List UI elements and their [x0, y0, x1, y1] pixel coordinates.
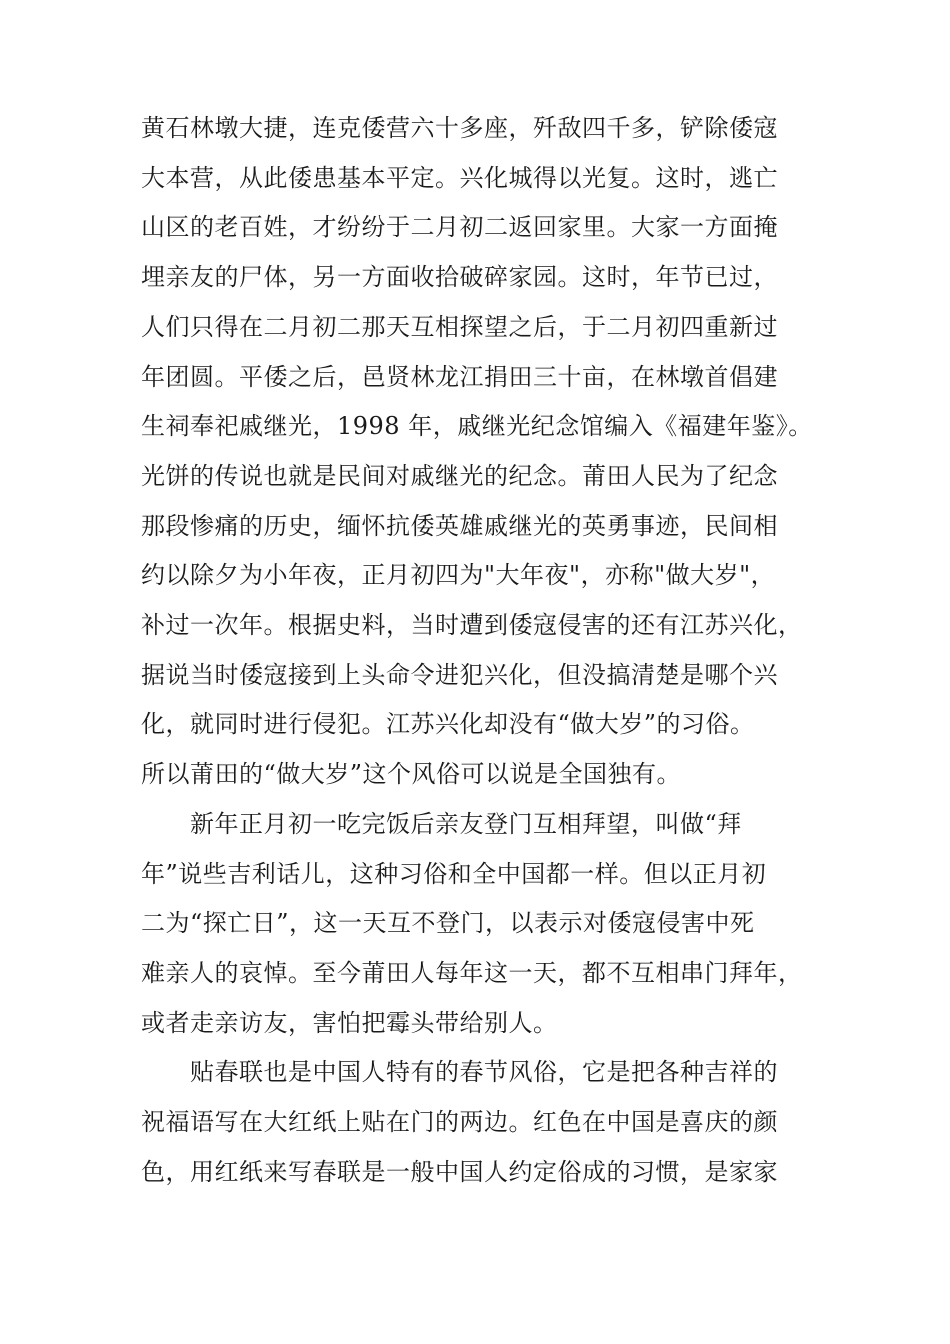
text-line: 二为“探亡日”，这一天互不登门，以表示对倭寇侵害中死: [141, 909, 755, 937]
text-line: 生祠奉祀戚继光，1998 年，戚继光纪念馆编入《福建年鉴》。: [141, 412, 813, 440]
text-line: 年团圆。平倭之后，邑贤林龙江捐田三十亩，在林墩首倡建: [141, 363, 778, 391]
text-line: 难亲人的哀悼。至今莆田人每年这一天，都不互相串门拜年，: [141, 959, 803, 987]
text-line: 补过一次年。根据史料，当时遭到倭寇侵害的还有江苏兴化，: [141, 611, 803, 639]
text-line: 祝福语写在大红纸上贴在门的两边。红色在中国是喜庆的颜: [141, 1108, 778, 1136]
text-line: 据说当时倭寇接到上头命令进犯兴化，但没搞清楚是哪个兴: [141, 661, 778, 689]
text-line: 那段惨痛的历史，缅怀抗倭英雄戚继光的英勇事迹，民间相: [141, 512, 778, 540]
text-line: 或者走亲访友，害怕把霉头带给别人。: [141, 1009, 558, 1037]
text-line: 人们只得在二月初二那天互相探望之后，于二月初四重新过: [141, 313, 778, 341]
paragraph-first-line: 贴春联也是中国人特有的春节风俗，它是把各种吉祥的: [190, 1058, 778, 1086]
text-line: 山区的老百姓，才纷纷于二月初二返回家里。大家一方面掩: [141, 213, 778, 241]
text-line: 所以莆田的“做大岁”这个风俗可以说是全国独有。: [141, 760, 682, 788]
text-line: 黄石林墩大捷，连克倭营六十多座，歼敌四千多，铲除倭寇: [141, 114, 778, 142]
paragraph-first-line: 新年正月初一吃完饭后亲友登门互相拜望，叫做“拜: [190, 810, 742, 838]
text-line: 约以除夕为小年夜，正月初四为"大年夜"，亦称"做大岁"，: [141, 561, 776, 589]
text-line: 年”说些吉利话儿，这种习俗和全中国都一样。但以正月初: [141, 860, 767, 888]
text-line: 色，用红纸来写春联是一般中国人约定俗成的习惯，是家家: [141, 1158, 778, 1186]
text-line: 光饼的传说也就是民间对戚继光的纪念。莆田人民为了纪念: [141, 462, 778, 490]
text-line: 大本营，从此倭患基本平定。兴化城得以光复。这时，逃亡: [141, 164, 778, 192]
text-line: 化，就同时进行侵犯。江苏兴化却没有“做大岁”的习俗。: [141, 710, 755, 738]
text-line: 埋亲友的尸体，另一方面收拾破碎家园。这时，年节已过，: [141, 263, 778, 291]
